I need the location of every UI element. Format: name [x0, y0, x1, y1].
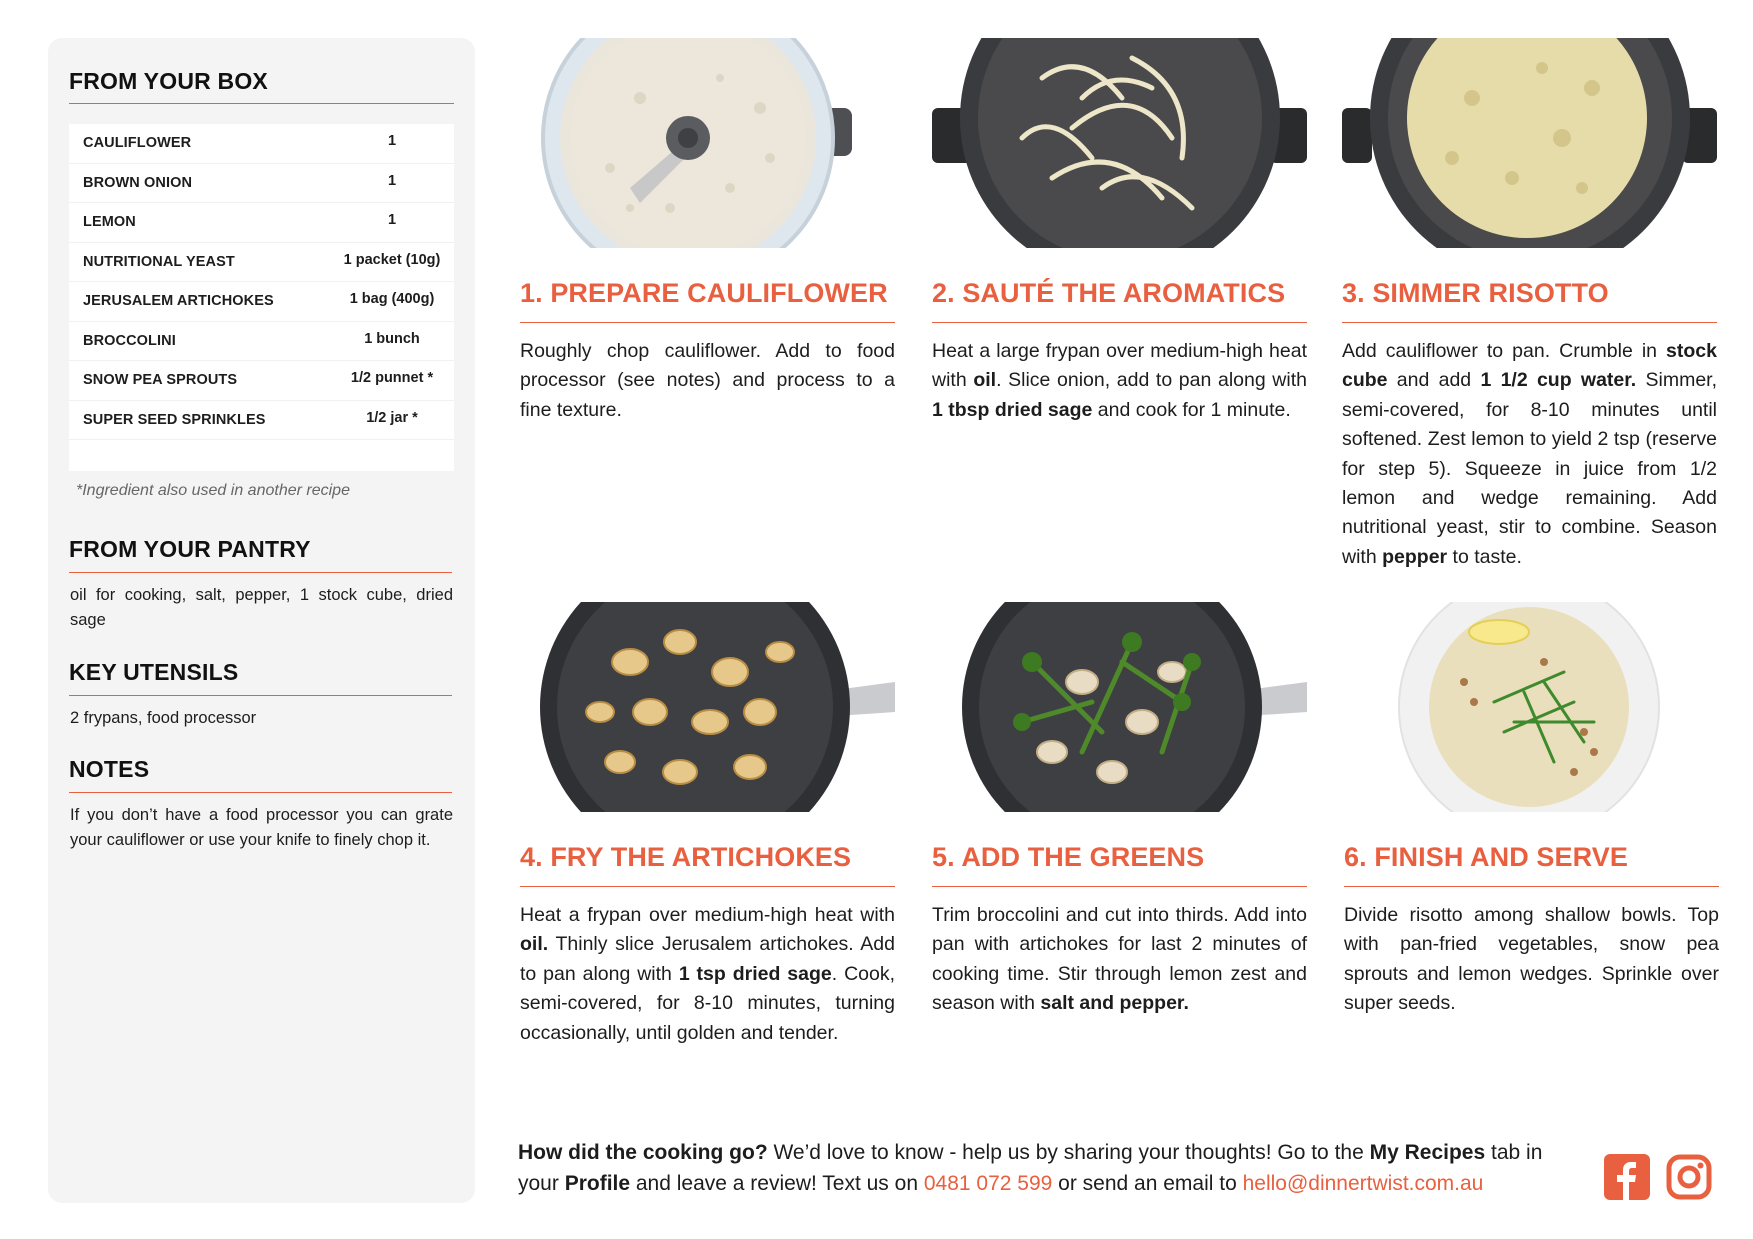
- notes-text: If you don’t have a food processor you can grate your cauliflower or use your knife to finely chop it.: [70, 806, 453, 849]
- step-title: 4. FRY THE ARTICHOKES: [520, 842, 852, 872]
- feedback-footer: How did the cooking go? We’d love to know - help us by sharing your thoughts! Go to the My Recipes tab in your Profile and leave a review! Text us on 0481 072 599 or send an email to hello@dinnertwist.com.au: [518, 1141, 1543, 1195]
- ingredient-name: CAULIFLOWER: [83, 135, 192, 151]
- facebook-icon[interactable]: [1604, 1154, 1650, 1205]
- ingredient-qty: 1: [387, 172, 397, 189]
- step-instructions: Add cauliflower to pan. Crumble in stock cube and add 1 1/2 cup water. Simmer, semi-covered, for 8-10 minutes until softened. Zest lemon to yield 2 tsp (reserve for step 5). Squeeze in juice from 1/2 lemon and wedge remaining. Add nutritional yeast, stir to combine. Season with pepper to taste.: [1342, 340, 1717, 568]
- step-2-photo: [932, 38, 1307, 248]
- ingredient-name: NUTRITIONAL YEAST: [83, 253, 235, 270]
- ingredient-name: BROWN ONION: [83, 174, 193, 191]
- notes-heading: NOTES: [69, 756, 150, 782]
- ingredient-row: [69, 322, 454, 362]
- step-instructions: Divide risotto among shallow bowls. Top with pan-fried vegetables, snow pea sprouts and lemon wedges. Sprinkle over super seeds.: [1344, 904, 1719, 1015]
- ingredient-qty: 1/2 punnet *: [350, 370, 434, 386]
- utensils-text: 2 frypans, food processor: [70, 709, 257, 727]
- ingredient-qty: 1/2 jar *: [366, 409, 418, 426]
- step-5-photo: [932, 602, 1307, 812]
- divider: [69, 792, 452, 793]
- step-instructions: Heat a frypan over medium-high heat with oil. Thinly slice Jerusalem artichokes. Add to pan along with 1 tsp dried sage. Cook, semi-covered, for 8-10 minutes, turning occasionally, until golden and tender.: [520, 904, 896, 1044]
- step-4-photo: [520, 602, 895, 812]
- ingredient-row: [69, 401, 454, 441]
- from-your-box-heading: FROM YOUR BOX: [69, 68, 268, 94]
- step-6-photo: [1344, 602, 1719, 812]
- ingredient-qty: 1 bunch: [364, 330, 420, 347]
- ingredient-row: [69, 203, 454, 243]
- divider: [69, 103, 454, 104]
- ingredient-qty: 1: [387, 212, 397, 228]
- divider: [932, 886, 1307, 887]
- pantry-text: oil for cooking, salt, pepper, 1 stock cube, dried sage: [70, 586, 453, 629]
- ingredient-name: JERUSALEM ARTICHOKES: [83, 293, 274, 309]
- from-your-pantry-heading: FROM YOUR PANTRY: [69, 536, 311, 562]
- ingredient-row: [69, 124, 454, 164]
- ingredient-row: [69, 361, 454, 401]
- step-instructions: Heat a large frypan over medium-high heat with oil. Slice onion, add to pan along with 1 tbsp dried sage and cook for 1 minute.: [932, 340, 1307, 421]
- ingredient-name: BROCCOLINI: [83, 332, 176, 349]
- ingredient-row: [69, 243, 454, 283]
- divider: [520, 886, 895, 887]
- ingredient-row: [69, 282, 454, 322]
- ingredient-name: SNOW PEA SPROUTS: [83, 372, 238, 388]
- ingredients-sidebar: [48, 38, 475, 1203]
- step-title: 1. PREPARE CAULIFLOWER: [520, 278, 888, 308]
- ingredient-qty: 1: [387, 133, 397, 149]
- step-title: 6. FINISH AND SERVE: [1344, 842, 1628, 872]
- step-1-photo: [520, 38, 895, 248]
- ingredient-qty: 1 bag (400g): [349, 291, 435, 307]
- step-title: 2. SAUTÉ THE AROMATICS: [932, 278, 1286, 308]
- ingredient-name: LEMON: [83, 214, 136, 230]
- step-title: 5. ADD THE GREENS: [932, 842, 1205, 872]
- phone-number[interactable]: 0481 072 599: [923, 1172, 1053, 1195]
- instagram-icon[interactable]: [1666, 1154, 1712, 1205]
- step-instructions: Trim broccolini and cut into thirds. Add into pan with artichokes for last 2 minutes of cooking time. Stir through lemon zest and season with salt and pepper.: [932, 904, 1307, 1015]
- ingredient-name: SUPER SEED SPRINKLES: [83, 411, 266, 428]
- email-link[interactable]: hello@dinnertwist.com.au: [1242, 1172, 1484, 1195]
- divider: [69, 572, 452, 573]
- step-title: 3. SIMMER RISOTTO: [1342, 278, 1609, 308]
- ingredient-footnote: *Ingredient also used in another recipe: [76, 482, 350, 499]
- ingredient-qty: 1 packet (10g): [343, 251, 441, 268]
- divider: [932, 322, 1307, 323]
- ingredient-table: [69, 124, 454, 471]
- divider: [1342, 322, 1717, 323]
- step-instructions: Roughly chop cauliflower. Add to food processor (see notes) and process to a fine texture.: [520, 340, 895, 421]
- ingredient-row: [69, 164, 454, 204]
- step-3-photo: [1342, 38, 1717, 248]
- divider: [1344, 886, 1719, 887]
- divider: [520, 322, 895, 323]
- divider: [69, 695, 452, 696]
- key-utensils-heading: KEY UTENSILS: [69, 659, 239, 685]
